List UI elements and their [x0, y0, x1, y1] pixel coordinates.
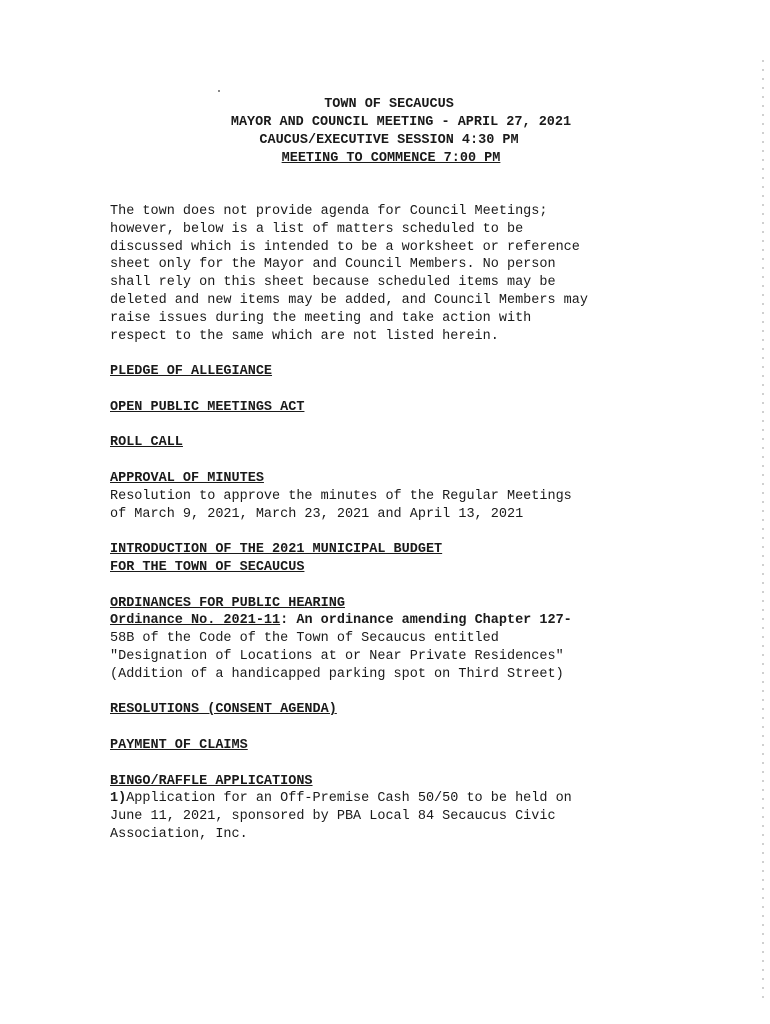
section-resolutions: RESOLUTIONS (CONSENT AGENDA)	[110, 702, 337, 718]
section-pledge: PLEDGE OF ALLEGIANCE	[110, 364, 273, 380]
header-meeting: MAYOR AND COUNCIL MEETING - APRIL 27, 2021	[230, 115, 572, 130]
bingo-text: Association, Inc.	[110, 826, 248, 842]
scan-speck	[218, 90, 220, 92]
bingo-text: June 11, 2021, sponsored by PBA Local 84 Secaucus Civic	[110, 809, 556, 825]
ordinance-text	[110, 612, 670, 630]
ordinance-number: Ordinance No. 2021-11	[110, 613, 281, 629]
bingo-item-number: 1)	[110, 791, 127, 807]
ordinance-text: "Designation of Locations at or Near Private Residences"	[110, 648, 564, 664]
intro-line: sheet only for the Mayor and Council Members. No person	[110, 257, 556, 273]
section-bingo: BINGO/RAFFLE APPLICATIONS	[110, 773, 313, 789]
intro-paragraph	[110, 203, 670, 345]
header-caucus: CAUCUS/EXECUTIVE SESSION 4:30 PM	[259, 133, 519, 148]
minutes-text: of March 9, 2021, March 23, 2021 and April 13, 2021	[110, 506, 524, 522]
section-minutes: APPROVAL OF MINUTES	[110, 470, 264, 486]
intro-line: raise issues during the meeting and take action with	[110, 310, 532, 326]
minutes-text: Resolution to approve the minutes of the Regular Meetings	[110, 488, 572, 504]
intro-line: however, below is a list of matters scheduled to be	[110, 221, 524, 237]
intro-line: deleted and new items may be added, and Council Members may	[110, 292, 588, 308]
section-ordinances: ORDINANCES FOR PUBLIC HEARING	[110, 595, 345, 611]
bingo-text-line1: Application for an Off-Premise Cash 50/50 to be held on	[126, 791, 572, 807]
bingo-text	[110, 790, 670, 808]
header-town: TOWN OF SECAUCUS	[324, 97, 454, 112]
intro-line: shall rely on this sheet because scheduled items may be	[110, 275, 556, 291]
document-header	[0, 96, 770, 168]
ordinance-text: (Addition of a handicapped parking spot on Third Street)	[110, 666, 564, 682]
agenda-body	[110, 203, 670, 844]
section-budget: INTRODUCTION OF THE 2021 MUNICIPAL BUDGET	[110, 542, 443, 558]
section-opma: OPEN PUBLIC MEETINGS ACT	[110, 399, 305, 415]
scan-edge-artifact	[762, 60, 764, 1000]
section-roll-call: ROLL CALL	[110, 435, 183, 451]
ordinance-text-line1: : An ordinance amending Chapter 127-	[280, 613, 572, 629]
intro-line: The town does not provide agenda for Council Meetings;	[110, 204, 548, 219]
intro-line: discussed which is intended to be a worksheet or reference	[110, 239, 580, 255]
section-claims: PAYMENT OF CLAIMS	[110, 737, 248, 753]
header-commence: MEETING TO COMMENCE 7:00 PM	[281, 151, 501, 166]
ordinance-text: 58B of the Code of the Town of Secaucus entitled	[110, 631, 499, 647]
section-budget-line2: FOR THE TOWN OF SECAUCUS	[110, 559, 305, 575]
intro-line: respect to the same which are not listed herein.	[110, 328, 499, 344]
